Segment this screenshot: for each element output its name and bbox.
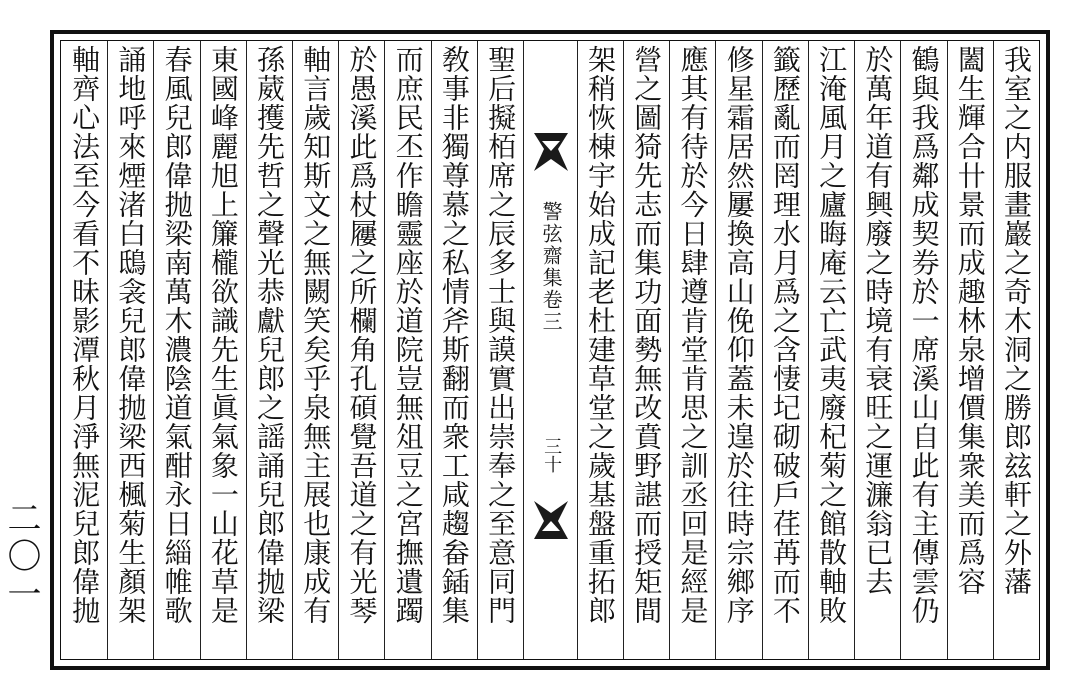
text-column-1: 我室之内服畫巖之奇木洞之勝郎玆軒之外藩 — [993, 41, 1039, 659]
text-column-10: 架稍恢棟宇始成記老杜建草堂之歲基盤重拓郎 — [577, 41, 623, 659]
text-column-12: 敎事非獨尊慕之私情斧斯翻而衆工咸趨畚鍤集 — [431, 41, 477, 659]
folio-number: 三十 — [541, 437, 563, 473]
text-column-11: 聖后擬栢席之辰多士與謨實出崇奉之至意同門 — [477, 41, 523, 659]
text-column-2: 闔生輝合卄景而成趣林泉增價集衆美而爲容 — [947, 41, 993, 659]
text-column-6: 籤歷亂而罔理水月爲之含悽圮砌破戶荏苒而不 — [762, 41, 808, 659]
text-column-19: 誦地呼來煙渚白鴟衾兒郎偉抛梁西楓菊生顏架 — [107, 41, 153, 659]
page-number: 二〇一 — [1, 500, 41, 614]
text-column-5: 江淹風月之廬晦庵云亡武夷廢杞菊之館散軸敗 — [808, 41, 854, 659]
text-column-13: 而庶民丕作瞻靈座於道院豈無俎豆之宮撫遺躅 — [384, 41, 430, 659]
text-column-8: 應其有待於今日肆遵肯堂肯思之訓丞回是經是 — [669, 41, 715, 659]
text-column-7: 修星霜居然屢換高山俛仰蓋未遑於往時宗鄉序 — [715, 41, 761, 659]
text-column-4: 於萬年道有興廢之時境有衰旺之運濂翁已去 — [854, 41, 900, 659]
center-fold — [523, 41, 577, 659]
column-grid — [60, 40, 1040, 660]
text-column-16: 孫葳擭先哲之聲光恭獻兒郎之謡誦兒郎偉抛梁 — [246, 41, 292, 659]
text-column-14: 於愚溪此爲杖屨之所欄角孔碩覺吾道之有光琴 — [338, 41, 384, 659]
fish-tail-ornament-bottom-icon — [532, 497, 570, 543]
text-column-15: 軸言歲知斯文之無闕笑矣乎泉無主展也康成有 — [292, 41, 338, 659]
text-column-17: 東國峰麗旭上簾櫳欲識先生眞氣象一山花草是 — [200, 41, 246, 659]
fish-tail-ornament-top-icon — [532, 129, 570, 175]
text-column-9: 營之圖猗先志而集功面勢無改賁野諶而授矩間 — [623, 41, 669, 659]
text-column-20: 軸齊心法至今看不昧影潭秋月淨無泥兒郎偉抛 — [68, 45, 102, 625]
book-title: 警弦齋集卷三 — [539, 201, 564, 333]
text-frame — [50, 30, 1050, 670]
text-column-18: 春風兒郎偉抛梁南萬木濃陰道氣酣永日緇帷歌 — [153, 41, 199, 659]
text-column-3: 鶴與我爲鄰成契券於一席溪山自此有主傳雲仍 — [900, 41, 946, 659]
